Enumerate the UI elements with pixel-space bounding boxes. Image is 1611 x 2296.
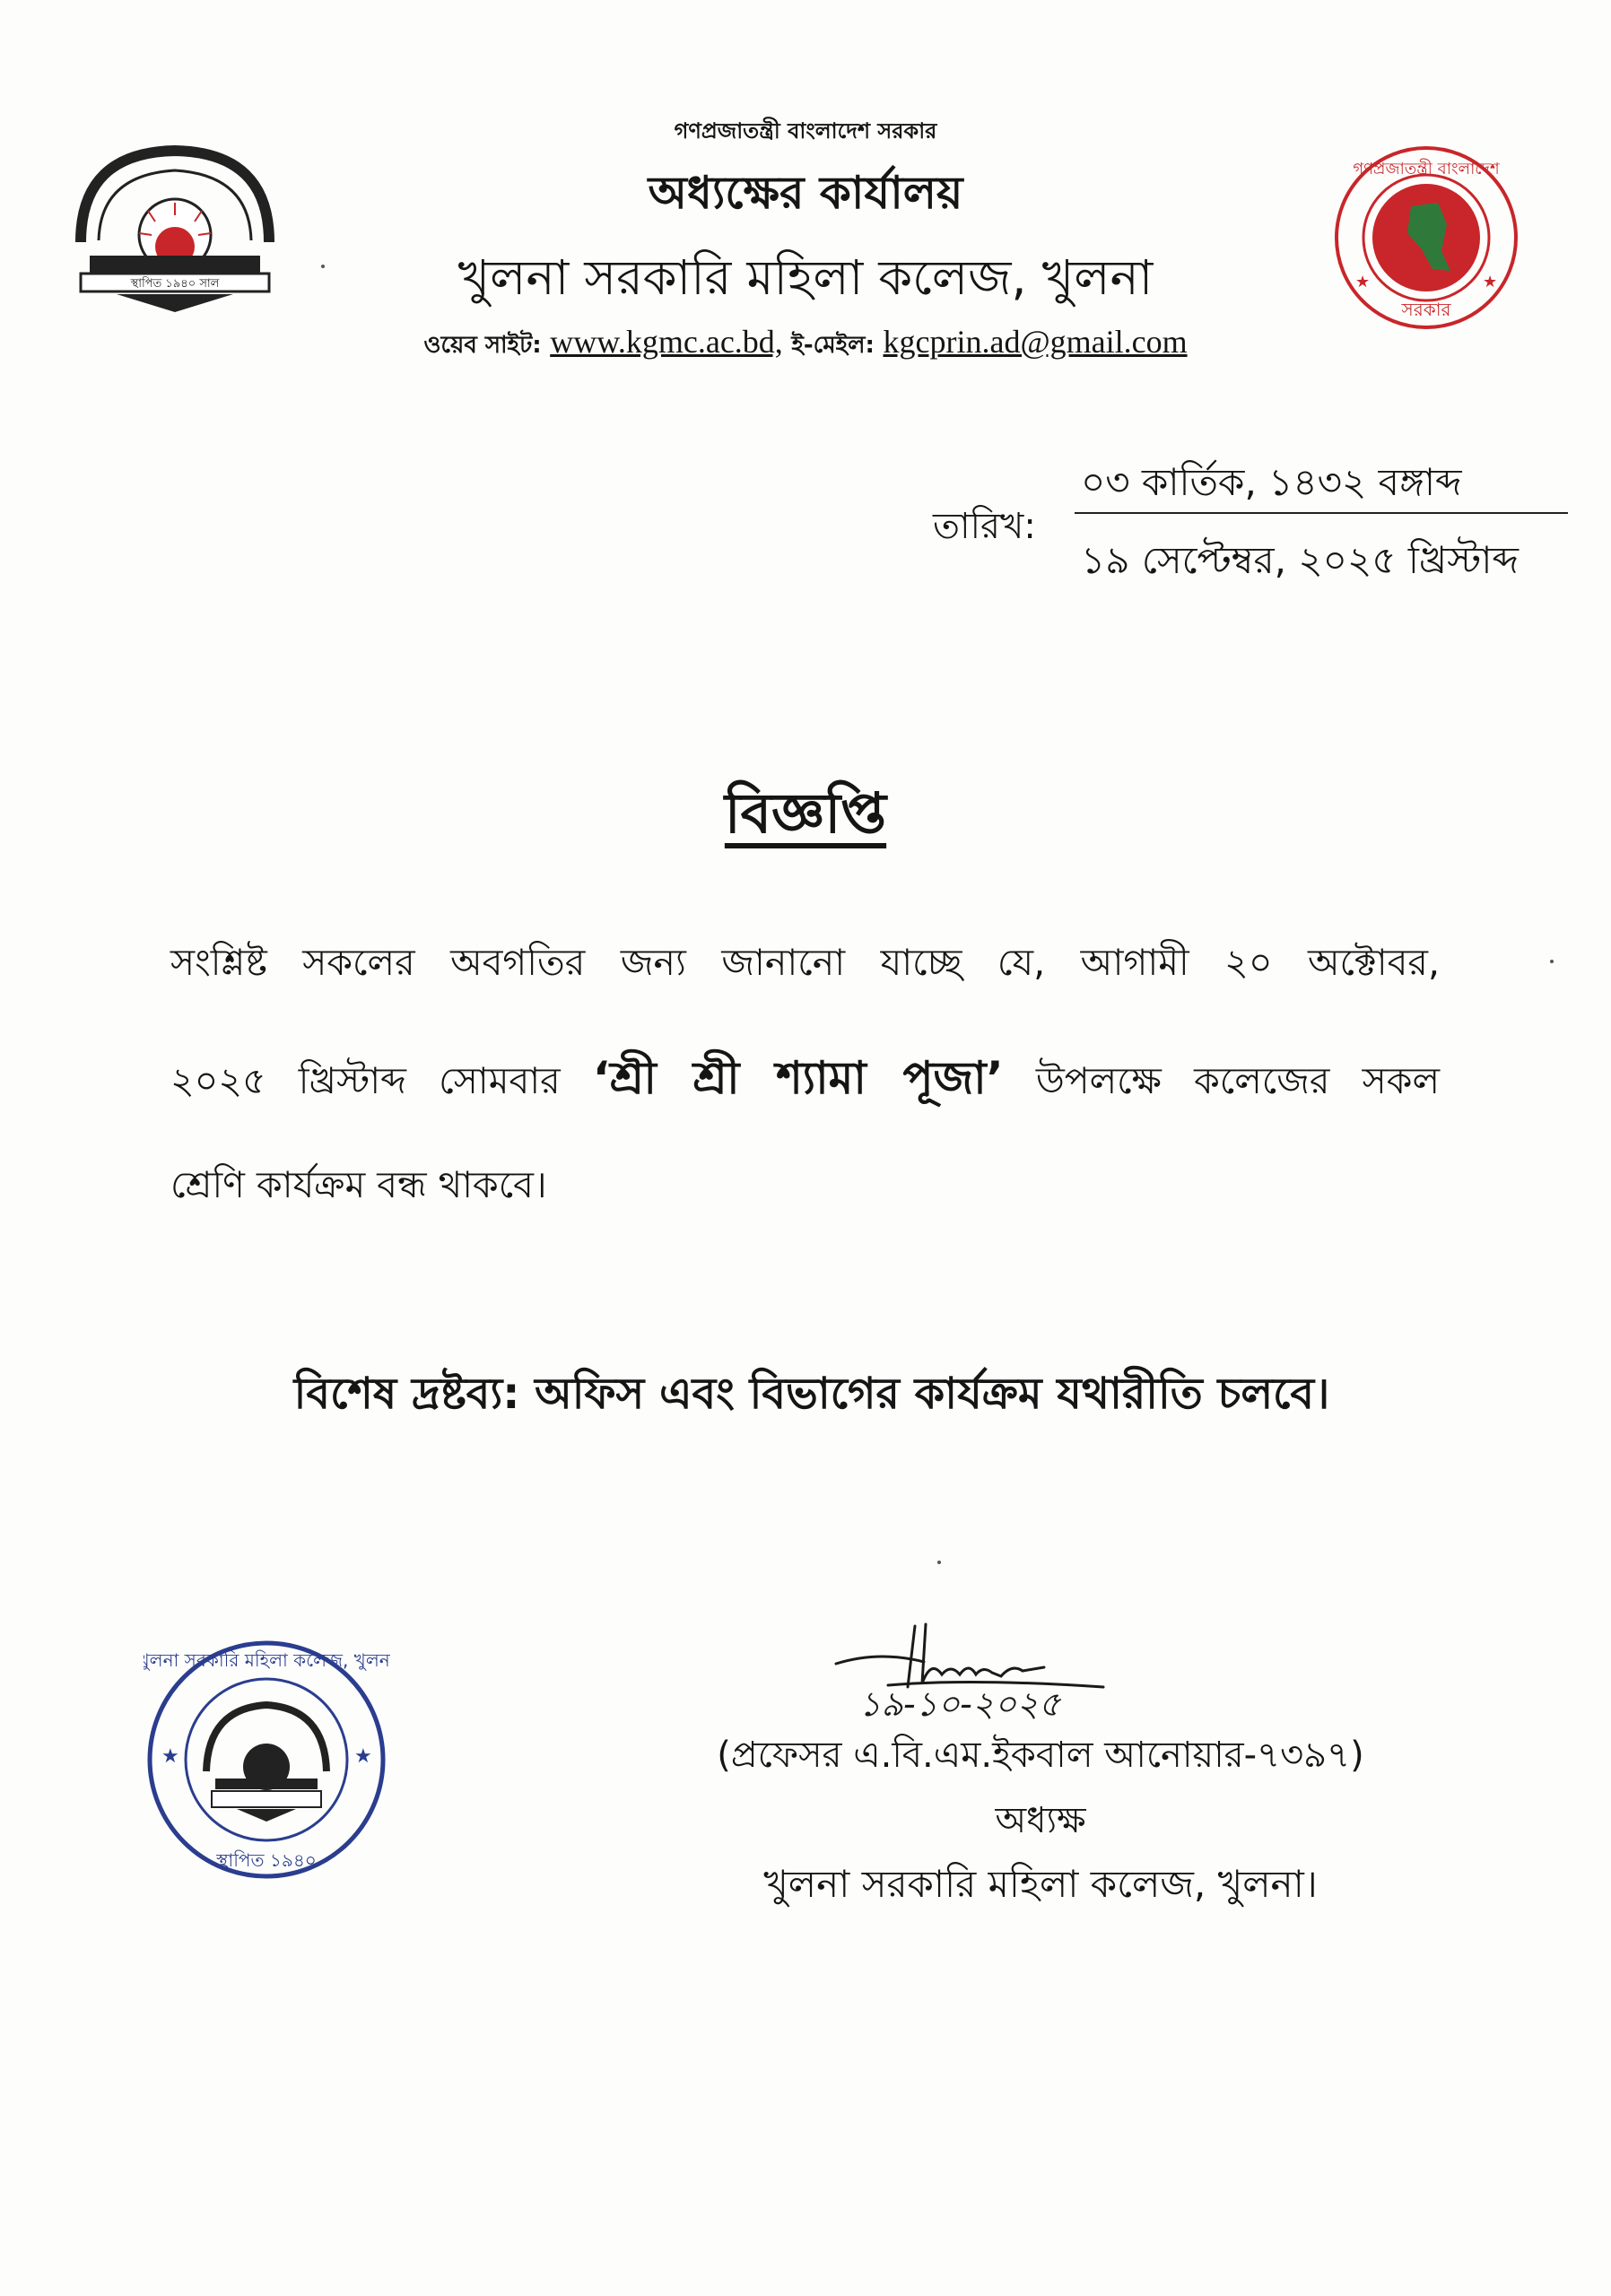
svg-text:স্থাপিত ১৯৪০ সাল: স্থাপিত ১৯৪০ সাল bbox=[130, 277, 220, 291]
government-line: গণপ্রজাতন্ত্রী বাংলাদেশ সরকার bbox=[674, 118, 937, 144]
notice-line-2-start: ২০২৫ খ্রিস্টাব্দ সোমবার bbox=[170, 1059, 593, 1102]
website-link[interactable]: www.kgmc.ac.bd, bbox=[550, 324, 783, 360]
notice-heading bbox=[0, 771, 1611, 864]
email-link[interactable]: kgcprin.ad@gmail.com bbox=[883, 324, 1188, 360]
notice-heading-text: বিজ্ঞপ্তি bbox=[724, 780, 887, 846]
scan-speck bbox=[937, 1561, 941, 1564]
signer-college: খুলনা সরকারি মহিলা কলেজ, খুলনা। bbox=[763, 1862, 1318, 1906]
svg-text:★: ★ bbox=[1355, 273, 1371, 291]
notice-line-2 bbox=[170, 1045, 1440, 1119]
festival-name: ‘শ্রী শ্রী শ্যামা পূজা’ bbox=[592, 1052, 1004, 1104]
svg-text:গণপ্রজাতন্ত্রী বাংলাদেশ: গণপ্রজাতন্ত্রী বাংলাদেশ bbox=[1353, 160, 1500, 178]
government-seal bbox=[1332, 144, 1520, 332]
svg-text:★: ★ bbox=[161, 1745, 179, 1768]
svg-text:★: ★ bbox=[354, 1745, 372, 1768]
svg-text:১৯-১০-২০২৫: ১৯-১০-২০২৫ bbox=[858, 1684, 1061, 1724]
svg-text:★: ★ bbox=[1483, 273, 1498, 291]
svg-text:খুলনা সরকারি মহিলা কলেজ, খুলনা: খুলনা সরকারি মহিলা কলেজ, খুলনা bbox=[144, 1649, 390, 1671]
scan-speck bbox=[1550, 960, 1554, 963]
svg-text:সরকার: সরকার bbox=[1401, 299, 1451, 320]
date-gregorian: ১৯ সেপ্টেম্বর, ২০২৫ খ্রিস্টাব্দ bbox=[1081, 538, 1519, 582]
notice-line-1: সংশ্লিষ্ট সকলের অবগতির জন্য জানানো যাচ্ছে যে, আগামী ২০ অক্টোবর, bbox=[170, 941, 1440, 984]
office-title: অধ্যক্ষের কার্যালয় bbox=[648, 167, 963, 219]
website-label: ওয়েব সাইট: bbox=[423, 332, 542, 359]
date-label: তারিখ: bbox=[933, 506, 1036, 547]
notice-line-3: শ্রেণি কার্যক্রম বন্ধ থাকবে। bbox=[170, 1163, 547, 1206]
scan-speck bbox=[321, 265, 325, 268]
notice-line-2-end: উপলক্ষে কলেজের সকল bbox=[1003, 1059, 1440, 1102]
svg-text:স্থাপিত ১৯৪০: স্থাপিত ১৯৪০ bbox=[216, 1849, 317, 1871]
date-bengali-calendar: ০৩ কার্তিক, ১৪৩২ বঙ্গাব্দ bbox=[1081, 460, 1462, 504]
principal-signature bbox=[825, 1610, 1121, 1735]
college-name: খুলনা সরকারি মহিলা কলেজ, খুলনা bbox=[457, 249, 1154, 306]
signer-title: অধ্যক্ষ bbox=[995, 1800, 1086, 1841]
college-round-seal bbox=[144, 1637, 390, 1883]
email-label: ই-মেইল: bbox=[791, 332, 875, 359]
special-note: বিশেষ দ্রষ্টব্য: অফিস এবং বিভাগের কার্যক্রম যথারীতি চলবে। bbox=[293, 1369, 1330, 1419]
date-divider bbox=[1075, 512, 1568, 514]
signer-name: (প্রফেসর এ.বি.এম.ইকবাল আনোয়ার-৭৩৯৭) bbox=[717, 1735, 1364, 1776]
